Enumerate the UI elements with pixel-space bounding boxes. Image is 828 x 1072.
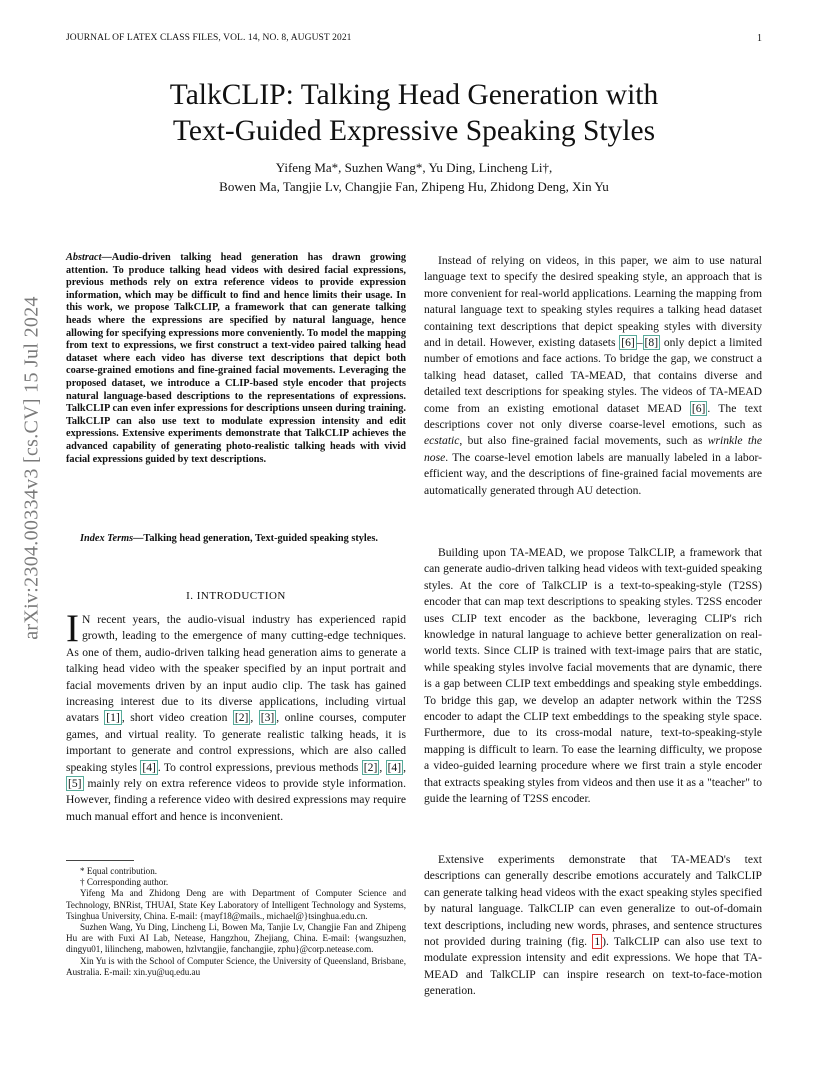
citation-link[interactable]: [2] bbox=[234, 711, 249, 725]
title-line-1: TalkCLIP: Talking Head Generation with bbox=[169, 79, 659, 111]
arxiv-stamp-text: arXiv:2304.00334v3 [cs.CV] 15 Jul 2024 bbox=[20, 296, 43, 640]
index-terms bbox=[66, 533, 406, 546]
intro-text: , bbox=[379, 760, 386, 774]
citation-link[interactable]: [4] bbox=[387, 760, 402, 774]
authors-line-2: Bowen Ma, Tangjie Lv, Changjie Fan, Zhipeng Hu, Zhidong Deng, Xin Yu bbox=[219, 179, 609, 194]
right-paragraph-3 bbox=[424, 852, 762, 1000]
citation-link[interactable]: [1] bbox=[106, 711, 120, 725]
author-list bbox=[70, 158, 758, 196]
intro-text: , online courses, computer games, and virtual reality. To generate realistic talking heads, it is important to generate and control expressions, which are also called speaking styles bbox=[66, 711, 406, 774]
citation-link[interactable]: [6] bbox=[691, 401, 706, 415]
intro-text: N recent years, the audio-visual industry has experienced rapid growth, leading to the emergence of many cutting-edge techniques. As one of them, audio-driven talking head generation aims to generate a talking head video with the speaker specified by an input portrait and facial movements driven by an input audio clip. The task has gained increasing interest due to its diverse applications, including virtual avatars bbox=[66, 613, 406, 725]
running-head: JOURNAL OF LATEX CLASS FILES, VOL. 14, NO. 8, AUGUST 2021 bbox=[66, 33, 352, 43]
drop-cap: I bbox=[66, 607, 79, 650]
body-text: Building upon TA-MEAD, we propose TalkCLIP, a framework that can generate audio-driven talking head videos with text-guided speaking styles. At the core of TalkCLIP is a text-to-speaking-style (T2SS) encoder that can map text descriptions to speaking styles. T2SS encoder uses CLIP text encoder as the backbone, leveraging CLIP's rich knowledge in natural language to achieve better generalization on real-world texts. Since CLIP is trained with text-image pairs that are static, while speaking styles involve facial movements that are dynamic, there is a gap between CLIP text embeddings and speaking style embeddings. To bridge this gap, we develop an adapter network within the T2SS encoder to adapt the CLIP text embeddings to the speaking style space. Furthermore, due to its cross-modal nature, text-to-speaking-style mapping is difficult to learn. To ease the learning difficulty, we propose a video-guided learning procedure where we first train a style encoder that extracts speaking styles from videos and then use it as a "teacher" to guide the learning of T2SS encoder. bbox=[424, 546, 762, 806]
index-terms-text: —Talking head generation, Text-guided speaking styles. bbox=[133, 533, 378, 544]
body-text: Instead of relying on videos, in this paper, we aim to use natural language text to specify the desired speaking style, an approach that is more convenient for real-world applications. Learning the mapping from natural language text to speaking styles requires a talking head dataset containing text descriptions that depict speaking styles with diversity and in detail. However, existing datasets bbox=[424, 254, 762, 350]
citation-link[interactable]: [5] bbox=[68, 777, 82, 791]
intro-text: . To control expressions, previous methods bbox=[157, 760, 362, 774]
body-text: , but also fine-grained facial movements, such as bbox=[459, 434, 708, 448]
citation-link[interactable]: [2] bbox=[363, 760, 378, 774]
body-text: . The coarse-level emotion labels are manually labeled in a labor-efficient way, and the descriptions of fine-grained facial movements are automatically generated through AU detection. bbox=[424, 450, 762, 497]
page-number: 1 bbox=[757, 33, 762, 44]
body-text: ). TalkCLIP can also use text to modulate expression intensity and edit expressions. We hope that TA-MEAD and TalkCLIP can inspire research on text-to-face-motion generation. bbox=[424, 935, 762, 998]
footnote-affiliation-2: Suzhen Wang, Yu Ding, Lincheng Li, Bowen Ma, Tanjie Lv, Changjie Fan and Zhipeng Hu are with Fuxi AI Lab, Netease, Hangzhou, Zhejiang, China. E-mail: {wangsuzhen, dingyu01, lilincheng, mabowen, hzlvtangjie, fanchangjie, zphu}@corp.netease.com. bbox=[66, 922, 406, 955]
intro-text: , short video creation bbox=[121, 711, 233, 725]
citation-link[interactable]: [3] bbox=[260, 711, 275, 725]
title-line-2: Text-Guided Expressive Speaking Styles bbox=[172, 115, 656, 147]
abstract-text: —Audio-driven talking head generation has drawn growing attention. To produce talking head videos with desired facial expressions, previous methods rely on extra reference videos to provide expression information, which may be difficult to find and hence limits their usage. In this work, we propose TalkCLIP, a framework that can generate talking heads where the expressions are specified by natural language, hence allowing for specifying expressions more conveniently. To model the mapping from text to expressions, we first construct a text-video paired talking head dataset where each video has diverse text descriptions that depict both coarse-grained emotions and fine-grained facial movements. Leveraging the proposed dataset, we introduce a CLIP-based style encoder that projects natural language-based descriptions to the representations of expressions. TalkCLIP can even infer expressions for descriptions unseen during training. TalkCLIP can also use text to modulate expression intensity and edit expressions. Extensive experiments demonstrate that TalkCLIP achieves the advanced capability of generating photo-realistic talking heads with vivid facial expressions guided by text descriptions. bbox=[66, 252, 406, 465]
arxiv-stamp[interactable] bbox=[2, 288, 62, 648]
footnote-corresponding: † Corresponding author. bbox=[80, 877, 169, 888]
body-text: . The text descriptions cover not only diverse coarse-level emotions, such as bbox=[424, 401, 762, 432]
index-terms-label: Index Terms bbox=[80, 533, 134, 544]
footnote-affiliation-3: Xin Yu is with the School of Computer Science, the University of Queensland, Brisbane, Australia. E-mail: xin.yu@uq.edu.au bbox=[66, 955, 406, 977]
footnote-rule bbox=[66, 860, 134, 861]
right-paragraph-1 bbox=[424, 253, 762, 499]
figure-link[interactable]: 1 bbox=[594, 935, 601, 949]
footnote-equal: * Equal contribution. bbox=[80, 866, 158, 876]
authors-line-1: Yifeng Ma*, Suzhen Wang*, Yu Ding, Lincheng Li†, bbox=[275, 160, 553, 175]
body-text: only depict a limited number of emotions and face actions. To bridge the gap, we construct a talking head dataset, called TA-MEAD, that contains diverse and detailed text descriptions for speaking styles. The videos of TA-MEAD come from an existing emotional dataset MEAD bbox=[424, 336, 762, 415]
intro-paragraph bbox=[66, 607, 406, 825]
footnotes bbox=[66, 866, 406, 978]
intro-text: , bbox=[403, 760, 406, 774]
emphasis: wrinkle the nose bbox=[424, 434, 762, 464]
citation-link[interactable]: [8] bbox=[644, 336, 659, 350]
body-text: Extensive experiments demonstrate that TA-MEAD's text descriptions can generally describe emotions accurately and TalkCLIP can generate talking head videos with the exact speaking styles specified by natural language. TalkCLIP can even generalize to out-of-domain text descriptions, including new words, phrases, and sentence structures not provided during training (fig. bbox=[424, 853, 762, 949]
body-text: – bbox=[636, 336, 643, 350]
intro-text: mainly rely on extra reference videos to provide style information. However, finding a reference video with desired expressions may require much manual effort and hence is inconvenient. bbox=[66, 777, 406, 823]
section-heading: I. INTRODUCTION bbox=[186, 590, 286, 602]
intro-text: , bbox=[250, 711, 259, 725]
abstract bbox=[66, 252, 406, 466]
footnote-affiliation-1: Yifeng Ma and Zhidong Deng are with Department of Computer Science and Technology, BNRist, THUAI, State Key Laboratory of Intelligent Technology and Systems, Tsinghua University, China. E-mail: {mayf18@mails., michael@}tsinghua.edu.cn. bbox=[66, 888, 406, 921]
emphasis: ecstatic bbox=[424, 434, 460, 448]
paper-title bbox=[70, 77, 758, 149]
citation-link[interactable]: [4] bbox=[142, 760, 156, 774]
right-paragraph-2 bbox=[424, 545, 762, 808]
citation-link[interactable]: [6] bbox=[621, 336, 635, 350]
abstract-label: Abstract bbox=[66, 252, 102, 263]
